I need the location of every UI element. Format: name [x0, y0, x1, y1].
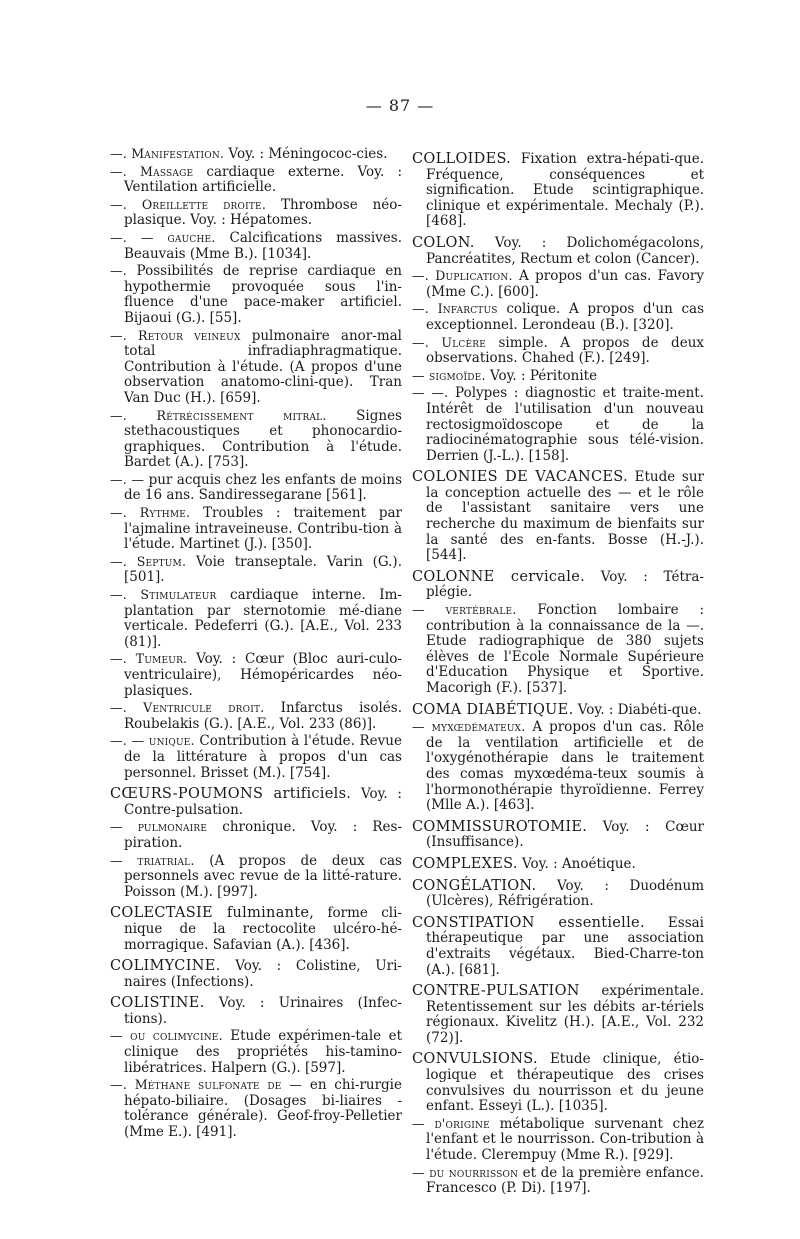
index-entry [110, 651, 402, 699]
index-entry [110, 164, 402, 196]
index-entry [412, 236, 704, 267]
index-entry [412, 385, 704, 464]
entry-heading: —. Ventricule droit. [110, 700, 265, 716]
index-entry [110, 1028, 402, 1076]
entry-heading: COLONNE cervicale. [412, 568, 585, 585]
entry-heading: — triatrial. [110, 852, 195, 868]
index-entry [110, 733, 402, 781]
entry-text: Voy. : Duodénum (Ulcères), Réfrigération. [426, 877, 704, 910]
entry-heading: —. Massage [110, 163, 194, 179]
index-entry [110, 263, 402, 326]
entry-text: Etude sur la conception actuelle des — et le rôle de l'assistant sanitaire vers une recherche du maximum de bienfaits sur la santé des en-fants. Bosse (H.-J.). [544]. [426, 469, 704, 564]
entry-heading: CŒURS-POUMONS artificiels. [110, 786, 352, 803]
index-entry [412, 152, 704, 230]
entry-text: (A propos de deux cas personnels avec revue de la litté-rature. Poisson (M.). [997]. [124, 852, 402, 900]
entry-heading: COLIMYCINE. [110, 958, 221, 975]
index-entry [110, 787, 402, 818]
index-entry [110, 587, 402, 650]
entry-heading: CONGÉLATION. [412, 877, 537, 894]
index-entry [412, 719, 704, 814]
entry-text: colique. A propos d'un cas exceptionnel. Lerondeau (B.). [320]. [426, 301, 704, 333]
entry-text: Voy. : Anoétique. [517, 855, 636, 872]
left-column [110, 146, 402, 1142]
entry-heading: —. Stimulateur [110, 587, 217, 603]
entry-heading: —. Tumeur. [110, 651, 188, 667]
entry-text: Calcifications massives. Beauvais (Mme B.). [1034]. [124, 229, 402, 262]
entry-heading: — sigmoïde. [412, 367, 486, 383]
entry-text: Polypes : diagnostic et traite-ment. Intérêt de l'utilisation d'un nouveau rectosigmoïdoscope et de la radiocinématographie sous télé-vision. Derrien (J.-L.). [158]. [426, 385, 704, 464]
index-entry [412, 602, 704, 697]
index-entry [110, 959, 402, 990]
entry-text: Etude expérimen-tale et clinique des propriétés his-tamino-libératrices. Halpern (G.). [597]. [124, 1028, 402, 1076]
entry-heading: —. Septum. [110, 553, 187, 569]
index-entry [412, 1052, 704, 1114]
index-entry [412, 703, 704, 719]
entry-heading: — pulmonaire [110, 819, 208, 835]
entry-text: Voie transeptale. Varin (G.). [501]. [124, 553, 402, 586]
entry-heading: —. Duplication. [412, 268, 513, 284]
entry-text: et de la première enfance. Francesco (P. Di). [197]. [426, 1164, 704, 1197]
entry-text: Voy. : Colistine, Uri-naires (Infections). [124, 958, 402, 990]
entry-heading: COMMISSUROTOMIE. [412, 818, 588, 835]
entry-heading: —. — [110, 471, 145, 487]
entry-heading: COMPLEXES. [412, 855, 518, 872]
entry-text: chronique. Voy. : Res-piration. [124, 819, 403, 851]
entry-heading: —. Oreillette droite. [110, 196, 267, 212]
entry-heading: —. — unique. [110, 733, 195, 749]
index-entry [110, 197, 402, 229]
entry-heading: — —. [412, 385, 449, 401]
entry-heading: —. Infarctus [412, 301, 498, 317]
entry-text: cardiaque externe. Voy. : Ventilation artificielle. [124, 163, 402, 196]
index-entry [412, 916, 704, 978]
index-entry [110, 472, 402, 504]
index-entry [412, 335, 704, 367]
entry-text: Essai thérapeutique par une association d'extraits végétaux. Bied-Charre-ton (A.). [681]. [426, 914, 704, 978]
index-entry [110, 1077, 402, 1140]
entry-text: Troubles : traitement par l'ajmaline intraveineuse. Contribu-tion à l'étude. Martinet (J.). [350]. [124, 505, 402, 553]
entry-heading: —. Ulcère [412, 334, 486, 350]
entry-heading: —. — gauche. [110, 229, 216, 245]
entry-text: expérimentale. Retentissement sur les débits ar-tériels régionaux. Kivelitz (H.). [A.E., Vol. 232 (72)]. [426, 983, 704, 1046]
index-entry [110, 700, 402, 732]
entry-text: forme cli-nique de la rectocolite ulcéro-hé-morragique. Safavian (A.). [436]. [124, 905, 402, 953]
entry-heading: COLON. [412, 234, 475, 251]
entry-text: simple. A propos de deux observations. Chahed (F.). [249]. [426, 334, 704, 367]
index-entry [110, 146, 402, 163]
entry-heading: —. Rétrécissement mitral. [110, 407, 327, 423]
index-entry [412, 984, 704, 1046]
entry-text: Contribution à l'étude. Revue de la littérature à propos d'un cas personnel. Brisset (M.). [754]. [124, 733, 402, 781]
entry-text: Voy. : Cœur (Insuffisance). [426, 818, 704, 851]
index-entry [110, 328, 402, 407]
entry-text: Voy. : Péritonite [485, 367, 598, 384]
entry-heading: — ou colimycine. [110, 1028, 223, 1044]
index-entry [412, 857, 704, 873]
index-entry [110, 554, 402, 586]
entry-text: Fonction lombaire : contribution à la connaissance de la —. Etude radiographique de 380 sujets élèves de l'Ecole Normale Supérieure d'Education Physique et Sportive. Macorigh (F.). [537]. [426, 602, 704, 696]
entry-heading: CONVULSIONS. [412, 1051, 538, 1068]
entry-heading: COLECTASIE fulminante, [110, 905, 315, 922]
entry-heading: CONSTIPATION essentielle. [412, 914, 645, 931]
index-entry [110, 819, 402, 851]
entry-heading: — du nourrisson [412, 1164, 519, 1180]
entry-text: Voy. : Dolichomégacolons, Pancréatites, Rectum et colon (Cancer). [426, 234, 704, 267]
right-column [412, 146, 704, 1198]
entry-heading: CONTRE-PULSATION [412, 983, 580, 1000]
entry-heading: COMA DIABÉTIQUE. [412, 701, 574, 718]
entry-heading: COLISTINE. [110, 995, 205, 1012]
entry-text: Signes stethacoustiques et phonocardio-graphiques. Contribution à l'étude. Bardet (A.). [753]. [124, 407, 402, 471]
index-entry [110, 853, 402, 901]
index-entry [412, 268, 704, 300]
entry-text: A propos d'un cas. Favory (Mme C.). [600]. [426, 268, 705, 300]
entry-heading: —. Méthane sulfonate de — [110, 1077, 303, 1093]
entry-text: Voy. : Urinaires (Infec-tions). [124, 995, 402, 1027]
entry-text: Voy. : Tétra-plégie. [426, 568, 704, 601]
index-entry [110, 505, 402, 553]
entry-text: métabolique survenant chez l'enfant et le nourrisson. Con-tribution à l'étude. Clerempuy (Mme R.). [929]. [426, 1115, 705, 1164]
entry-heading: —. [110, 263, 127, 279]
entry-text: Fixation extra-hépati-que. Fréquence, conséquences et signification. Etude scintigraphique. clinique et expérimentale. Mechaly (P.). [468]. [426, 151, 704, 230]
index-entry [412, 879, 704, 910]
entry-heading: —. Manifestation. [110, 146, 225, 161]
index-entry [110, 906, 402, 953]
entry-text: Infarctus isolés. Roubelakis (G.). [A.E., Vol. 233 (86)]. [124, 700, 402, 732]
index-entry [412, 368, 704, 385]
entry-text: pur acquis chez les enfants de moins de 16 ans. Sandiressegarane [561]. [124, 471, 403, 504]
index-entry [110, 230, 402, 262]
entry-text: Thrombose néo-plasique. Voy. : Hépatomes. [124, 196, 402, 229]
entry-text: A propos d'un cas. Rôle de la ventilation artificielle et de l'oxygénothérapie dans le traitement des comas myxœdéma-teux soumis à l'hormonothérapie thyroïdienne. Ferrey (Mlle A.). [463]. [426, 719, 704, 814]
entry-text: Voy. : Méningococ-cies. [224, 146, 388, 162]
index-entry [412, 1116, 704, 1164]
entry-text: Etude clinique, étio-logique et thérapeutique des crises convulsives du nourrisson et du jeune enfant. Esseyi (L.). [1035]. [426, 1051, 704, 1115]
entry-heading: — myxœdémateux. [412, 719, 526, 735]
entry-heading: —. Rythme. [110, 505, 191, 521]
entry-text: pulmonaire anor-mal total infradiaphragmatique. Contribution à l'étude. (A propos d'une observation anatomo-clini-que). Tran Van Duc (H.). [659]. [124, 327, 402, 406]
entry-heading: COLLOIDES. [412, 151, 512, 167]
index-entry [110, 996, 402, 1027]
page-number: — 87 — [365, 96, 435, 115]
index-entry [412, 301, 704, 333]
index-entry [412, 1165, 704, 1197]
entry-text: Possibilités de reprise cardiaque en hypothermie provoquée sous l'in-fluence d'une pace-maker artificiel. Bijaoui (G.). [55]. [124, 263, 402, 326]
index-entry [110, 408, 402, 471]
entry-heading: — vertébrale. [412, 602, 517, 618]
entry-text: Voy. : Cœur (Bloc auri-culo-ventriculaire), Hémopéricardes néo-plasiques. [124, 651, 402, 699]
entry-text: en chi-rurgie hépato-biliaire. (Dosages bi-liaires - tolérance générale). Geof-froy-Pelletier (Mme E.). [491]. [124, 1077, 402, 1141]
entry-heading: —. Retour veineux [110, 327, 241, 343]
index-entry [412, 570, 704, 601]
index-entry [412, 470, 704, 564]
entry-heading: — d'origine [412, 1115, 490, 1131]
entry-heading: COLONIES DE VACANCES. [412, 469, 628, 486]
entry-text: cardiaque interne. Im-plantation par sternotomie mé-diane verticale. Pedeferri (G.). [A.E., Vol. 233 (81)]. [124, 587, 402, 650]
entry-text: Voy. : Contre-pulsation. [124, 786, 402, 818]
entry-text: Voy. : Diabéti-que. [573, 701, 702, 718]
index-entry [412, 820, 704, 851]
